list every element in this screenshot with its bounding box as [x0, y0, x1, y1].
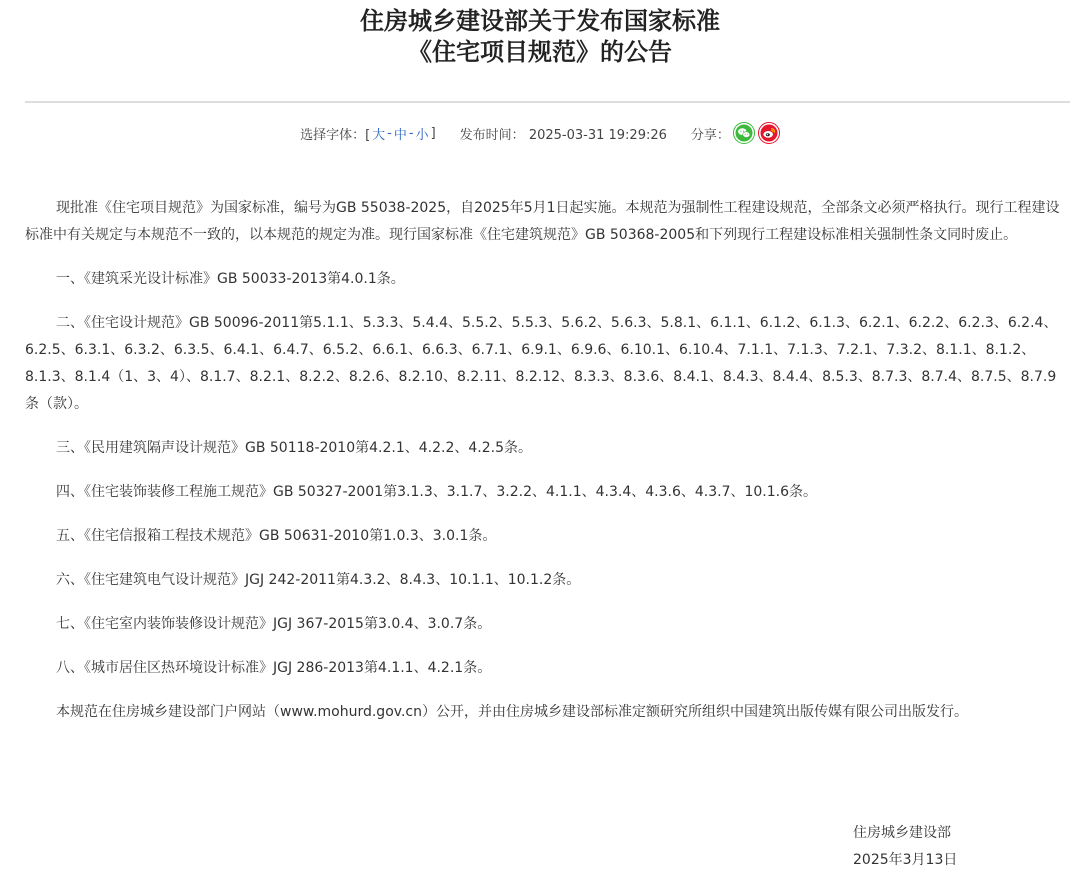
repealed-item: 六、《住宅建筑电气设计规范》JGJ 242-2011第4.3.2、8.4.3、10.1.1、10.1.2条。	[56, 572, 581, 588]
publish-label: 发布时间：	[459, 127, 525, 143]
repealed-item: 三、《民用建筑隔声设计规范》GB 50118-2010第4.2.1、4.2.2、4.2.5条。	[56, 440, 532, 456]
share-bar	[691, 122, 780, 144]
font-size-close: ]	[430, 125, 436, 141]
publish-info	[460, 124, 667, 143]
repealed-item: 八、《城市居住区热环境设计标准》JGJ 286-2013第4.1.1、4.2.1条。	[56, 660, 492, 676]
issue-date: 2025年3月13日	[853, 852, 958, 868]
repealed-item: 四、《住宅装饰装修工程施工规范》GB 50327-2001第3.1.3、3.1.7、3.2.2、4.1.1、4.3.4、4.3.6、4.3.7、10.1.6条。	[56, 484, 818, 500]
title-line-1: 住房城乡建设部关于发布国家标准	[360, 7, 720, 35]
announcement-body	[25, 195, 1060, 743]
publish-time: 2025-03-31 19:29:26	[528, 127, 667, 143]
signature-block	[853, 820, 957, 874]
font-separator: -	[387, 125, 392, 141]
font-size-selector	[300, 124, 436, 143]
title-line-2: 《住宅项目规范》的公告	[408, 38, 672, 66]
page-title	[0, 6, 1080, 68]
repealed-item: 二、《住宅设计规范》GB 50096-2011第5.1.1、5.3.3、5.4.4、5.5.2、5.5.3、5.6.2、5.6.3、5.8.1、6.1.1、6.1.2、6.1.3、6.2.1、6.2.2、6.2.3、6.2.4、6.2.5、6.3.1、6.3.2、6.3.5、6.4.1、6.4.7、6.5.2、6.6.1、6.6.3、6.7.1、6.9.1、6.9.6、6.10.1、6.10.4、7.1.1、7.1.3、7.2.1、7.3.2、8.1.1、8.1.2、8.1.3、8.1.4（1、3、4）、8.1.7、8.2.1、8.2.2、8.2.6、8.2.10、8.2.11、8.2.12、8.3.3、8.3.6、8.4.1、8.4.3、8.4.4、8.5.3、8.7.3、8.7.4、8.7.5、8.7.9条（款）。	[25, 315, 1058, 412]
font-separator: -	[408, 125, 414, 141]
title-divider	[25, 101, 1070, 103]
repealed-item: 七、《住宅室内装饰装修设计规范》JGJ 367-2015第3.0.4、3.0.7条。	[56, 616, 492, 632]
font-small-button[interactable]: 小	[415, 127, 429, 143]
repealed-item: 五、《住宅信报箱工程技术规范》GB 50631-2010第1.0.3、3.0.1条。	[56, 528, 497, 544]
intro-paragraph: 现批准《住宅项目规范》为国家标准，编号为GB 55038-2025，自2025年5月1日起实施。本规范为强制性工程建设规范，全部条文必须严格执行。现行工程建设标准中有关规定与本规范不一致的，以本规范的规定为准。现行国家标准《住宅建筑规范》GB 50368-2005和下列现行工程建设标准相关强制性条文同时废止。	[25, 200, 1060, 243]
wechat-icon	[733, 122, 755, 144]
font-size-label: 选择字体：[	[300, 127, 371, 143]
wechat-share-button[interactable]	[733, 122, 755, 144]
closing-paragraph: 本规范在住房城乡建设部门户网站（www.mohurd.gov.cn）公开，并由住房城乡建设部标准定额研究所组织中国建筑出版传媒有限公司出版发行。	[56, 704, 968, 720]
issuing-organization: 住房城乡建设部	[853, 825, 951, 841]
weibo-icon	[758, 122, 780, 144]
repealed-item: 一、《建筑采光设计标准》GB 50033-2013第4.0.1条。	[56, 271, 405, 287]
font-medium-button[interactable]: 中	[393, 127, 407, 143]
article-meta-bar	[0, 122, 1080, 144]
share-label: 分享：	[690, 127, 730, 143]
weibo-share-button[interactable]	[758, 122, 780, 144]
font-large-button[interactable]: 大	[372, 127, 386, 143]
